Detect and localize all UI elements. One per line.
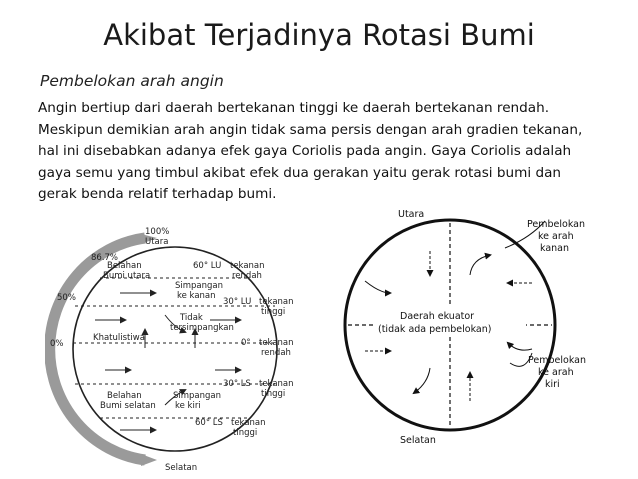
pressure-label: tinggi: [233, 428, 258, 438]
label-pembelokan-kiri: ke arah: [538, 367, 574, 378]
paragraph-line: Meskipun demikian arah angin tidak sama persis dengan arah gradien tekanan,: [38, 121, 583, 138]
slide-subtitle: Pembelokan arah angin: [40, 72, 224, 90]
global-circulation-diagram: [45, 220, 310, 475]
label-100-percent: 100%: [145, 227, 170, 237]
label-pembelokan-kanan: ke arah: [538, 231, 574, 242]
label-simpangan-kanan: ke kanan: [177, 291, 216, 301]
rotation-arrow: [141, 454, 157, 466]
latitude-label: 30° LS: [223, 379, 251, 389]
body-paragraph: [38, 98, 628, 206]
latitude-label: 0°: [241, 338, 251, 348]
pressure-label: tinggi: [261, 389, 286, 399]
paragraph-line: gaya semu yang timbul akibat efek dua gerakan yaitu gerak rotasi bumi dan: [38, 164, 562, 181]
label-selatan: Selatan: [165, 463, 198, 473]
label-belahan-utara: Belahan: [107, 261, 142, 271]
deflection-arrow: [414, 368, 430, 393]
label-daerah-ekuator: Daerah ekuator: [400, 311, 475, 322]
pressure-label: tekanan: [231, 418, 266, 428]
label-simpangan-kiri: ke kiri: [175, 401, 201, 411]
deflection-arrow: [365, 281, 390, 293]
label-0-percent: 0%: [50, 339, 64, 349]
label-pembelokan-kiri: kiri: [545, 379, 560, 390]
slide-title: Akibat Terjadinya Rotasi Bumi: [103, 18, 535, 52]
label-tidak: Tidak: [180, 313, 203, 323]
label-pembelokan-kanan: Pembelokan: [527, 219, 585, 230]
deflection-arrow: [508, 343, 532, 350]
deflection-arrow: [470, 255, 490, 275]
pressure-label: rendah: [232, 271, 262, 281]
label-utara: Utara: [145, 237, 169, 247]
label-belahan-selatan: Belahan: [107, 391, 142, 401]
label-khatulistiwa: Khatulistiwa: [93, 333, 145, 343]
label-daerah-ekuator: (tidak ada pembelokan): [378, 324, 492, 335]
label-pembelokan-kiri: Pembelokan: [528, 355, 586, 366]
label-tidak: tersimpangkan: [170, 323, 234, 333]
pressure-label: tekanan: [259, 379, 294, 389]
pressure-label: tekanan: [259, 338, 294, 348]
latitude-label: 60° LU: [193, 261, 222, 271]
label-simpangan-kiri: Simpangan: [173, 391, 222, 401]
paragraph-line: hal ini disebabkan adanya efek gaya Coriolis pada angin. Gaya Coriolis adalah: [38, 143, 572, 159]
paragraph-line: Angin bertiup dari daerah bertekanan tinggi ke daerah bertekanan rendah.: [38, 100, 550, 116]
label-simpangan-kanan: Simpangan: [175, 281, 224, 291]
pressure-label: tekanan: [259, 297, 294, 307]
label-belahan-selatan: Bumi selatan: [100, 401, 156, 411]
pressure-label: tekanan: [230, 261, 265, 271]
label-selatan: Selatan: [400, 435, 436, 446]
label-belahan-utara: Bumi utara: [103, 271, 151, 281]
label-86-percent: 86.7%: [91, 253, 119, 263]
coriolis-diagram: [340, 203, 638, 475]
latitude-label: 30° LU: [223, 297, 252, 307]
label-utara: Utara: [398, 209, 425, 220]
label-pembelokan-kanan: kanan: [540, 243, 570, 254]
paragraph-line: gerak benda relatif terhadap bumi.: [38, 186, 277, 202]
pressure-label: rendah: [261, 348, 291, 358]
pressure-label: tinggi: [261, 307, 286, 317]
label-50-percent: 50%: [57, 293, 76, 303]
latitude-label: 60° LS: [195, 418, 223, 428]
